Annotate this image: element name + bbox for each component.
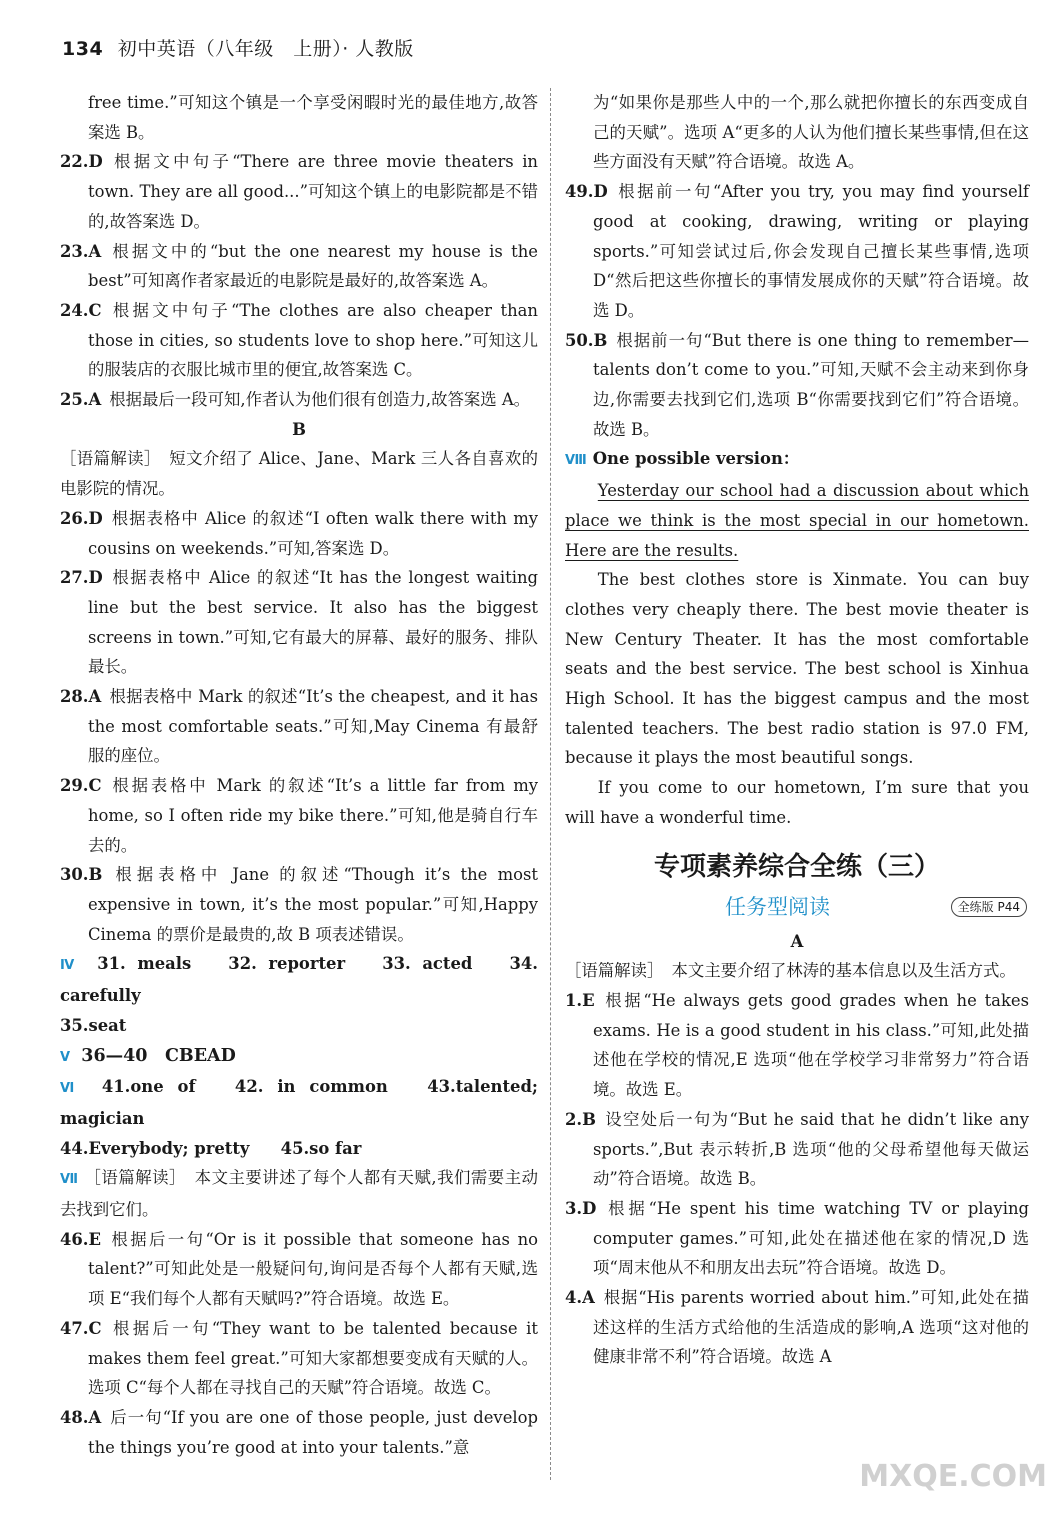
answer-30: 30.B 根据表格中 Jane 的叙述“Though it’s the most expensive in town, it’s the most popular.”可知,Happy Cinema 的票价是最贵的,故 B 项表述错误。	[60, 865, 538, 944]
answer-28: 28.A 根据表格中 Mark 的叙述“It’s the cheapest, and it has the most comfortable seats.”可知,May Cinema 有最舒服的座位。	[60, 687, 538, 766]
task-reading-title: 任务型阅读	[725, 894, 830, 919]
section-b-heading: B	[292, 419, 306, 439]
section-vii-intro: Ⅶ ［语篇解读］ 本文主要讲述了每个人都有天赋,我们需要主动去找到它们。	[60, 1168, 538, 1220]
answer-48: 48.A 后一句“If you are one of those people, just develop the things you’re good at into your talents.”意	[60, 1407, 538, 1457]
page-ref-badge: 全练版 P44	[951, 897, 1027, 917]
answers-31-34: Ⅳ 31. meals 32. reporter 33. acted 34. carefully	[60, 954, 538, 1006]
answer-35: 35.seat	[60, 1015, 127, 1035]
section-v-tag: Ⅴ	[60, 1049, 71, 1065]
answer-29: 29.C 根据表格中 Mark 的叙述“It’s a little far from my home, so I often ride my bike there.”可知,他是骑自行车去的。	[60, 776, 538, 855]
book-title: 初中英语（八年级 上册）· 人教版	[117, 38, 414, 60]
column-divider	[550, 88, 551, 1480]
answers-36-40: Ⅴ 36—40 CBEAD	[60, 1045, 236, 1066]
page-number: 134	[62, 38, 104, 60]
subtitle-row	[565, 889, 1029, 927]
continued-text: free time.”可知这个镇是一个享受闲暇时光的最佳地方,故答案选 B。	[88, 93, 538, 142]
answer-25: 25.A 根据最后一段可知,作者认为他们很有创造力,故答案选 A。	[60, 390, 531, 410]
answers-44-45: 44.Everybody; pretty 45.so far	[60, 1138, 362, 1158]
answer-49: 49.D 根据前一句“After you try, you may find yourself good at cooking, drawing, writing or playing sports.”可知尝试过后,你会发现自己擅长某些事情,选项 D“然后把这些你擅长的事情发展成你的天赋”符合语境。故选 D。	[565, 182, 1029, 320]
page-header	[62, 34, 414, 61]
answer-1: 1.E 根据“He always gets good grades when he takes exams. He is a good student in his class.”可知,此处描述他在学校的情况,E 选项“他在学校学习非常努力”符合语境。故选 E。	[565, 990, 1029, 1100]
watermark: MXQE.COM	[859, 1459, 1047, 1494]
continued-text-48: 为“如果你是那些人中的一个,那么就把你擅长的东西变成自己的天赋”。选项 A“更多的人认为他们擅长某些事情,但在这些方面没有天赋”符合语境。故选 A。	[593, 93, 1029, 172]
section-viii-tag: Ⅷ	[565, 453, 587, 469]
essay-paragraph-1: Yesterday our school had a discussion about which place we think is the most special in our hometown. Here are the results.	[565, 481, 1029, 560]
section-vii-tag: Ⅶ	[60, 1172, 79, 1188]
answer-46: 46.E 根据后一句“Or is it possible that someone has no talent?”可知此处是一般疑问句,询问是否每个人都有天赋,选项 E“我们每个人都有天赋吗?”符合语境。故选 E。	[60, 1229, 538, 1309]
section-vi-tag: Ⅵ	[60, 1081, 83, 1097]
section-b-intro: ［语篇解读］ 短文介绍了 Alice、Jane、Mark 三人各自喜欢的电影院的情况。	[60, 449, 538, 499]
essay-paragraph-3: If you come to our hometown, I’m sure that you will have a wonderful time.	[565, 778, 1029, 827]
answer-27: 27.D 根据表格中 Alice 的叙述“It has the longest waiting line but the best service. It also has the biggest screens in town.”可知,它有最大的屏幕、最好的服务、排队最长。	[60, 568, 538, 677]
writing-heading: Ⅷ One possible version：	[565, 449, 800, 469]
answer-22: 22.D 根据文中句子“There are three movie theaters in town. They are all good...”可知这个镇上的电影院都是不错的,故答案选 D。	[60, 152, 538, 231]
right-column	[565, 88, 1029, 1372]
left-column	[60, 88, 538, 1462]
section-title: 专项素养综合全练（三）	[653, 851, 940, 882]
answer-50: 50.B 根据前一句“But there is one thing to remember—talents don’t come to you.”可知,天赋不会主动来到你身边,你需要去找到它们,选项 B“你需要找到它们”符合语境。故选 B。	[565, 330, 1029, 439]
answer-47: 47.C 根据后一句“They want to be talented because it makes them feel great.”可知大家都想要变成有天赋的人。选项 C“每个人都在寻找自己的天赋”符合语境。故选 C。	[60, 1318, 538, 1398]
essay-paragraph-2: The best clothes store is Xinmate. You can buy clothes very cheaply there. The best movie theater is New Century Theater. It has the most comfortable seats and the best service. The best school is Xinhua High School. It has the biggest campus and the most talented teachers. The best radio station is 97.0 FM, because it plays the most beautiful songs.	[565, 570, 1029, 768]
section-iv-tag: Ⅳ	[60, 958, 81, 974]
answer-3: 3.D 根据“He spent his time watching TV or playing computer games.”可知,此处在描述他在家的情况,D 选项“周末他从不和朋友出去玩”符合语境。故选 D。	[565, 1198, 1029, 1278]
answers-41-43: Ⅵ 41.one of 42. in common 43.talented; magician	[60, 1077, 538, 1128]
section-a-intro: ［语篇解读］ 本文主要介绍了林涛的基本信息以及生活方式。	[565, 961, 1016, 981]
answer-4: 4.A 根据“His parents worried about him.”可知,此处在描述这样的生活方式给他的生活造成的影响,A 选项“这对他的健康非常不利”符合语境。故选 A	[565, 1288, 1029, 1367]
answer-26: 26.D 根据表格中 Alice 的叙述“I often walk there with my cousins on weekends.”可知,答案选 D。	[60, 508, 538, 558]
section-a-heading: A	[790, 931, 804, 951]
answer-24: 24.C 根据文中句子“The clothes are also cheaper than those in cities, so students love to shop here.”可知这儿的服装店的衣服比城市里的便宜,故答案选 C。	[60, 300, 538, 380]
answer-2: 2.B 设空处后一句为“But he said that he didn’t like any sports.”,But 表示转折,B 选项“他的父母希望他每天做运动”符合语境。故选 B。	[565, 1109, 1029, 1189]
answer-23: 23.A 根据文中的“but the one nearest my house is the best”可知离作者家最近的电影院是最好的,故答案选 A。	[60, 241, 538, 291]
